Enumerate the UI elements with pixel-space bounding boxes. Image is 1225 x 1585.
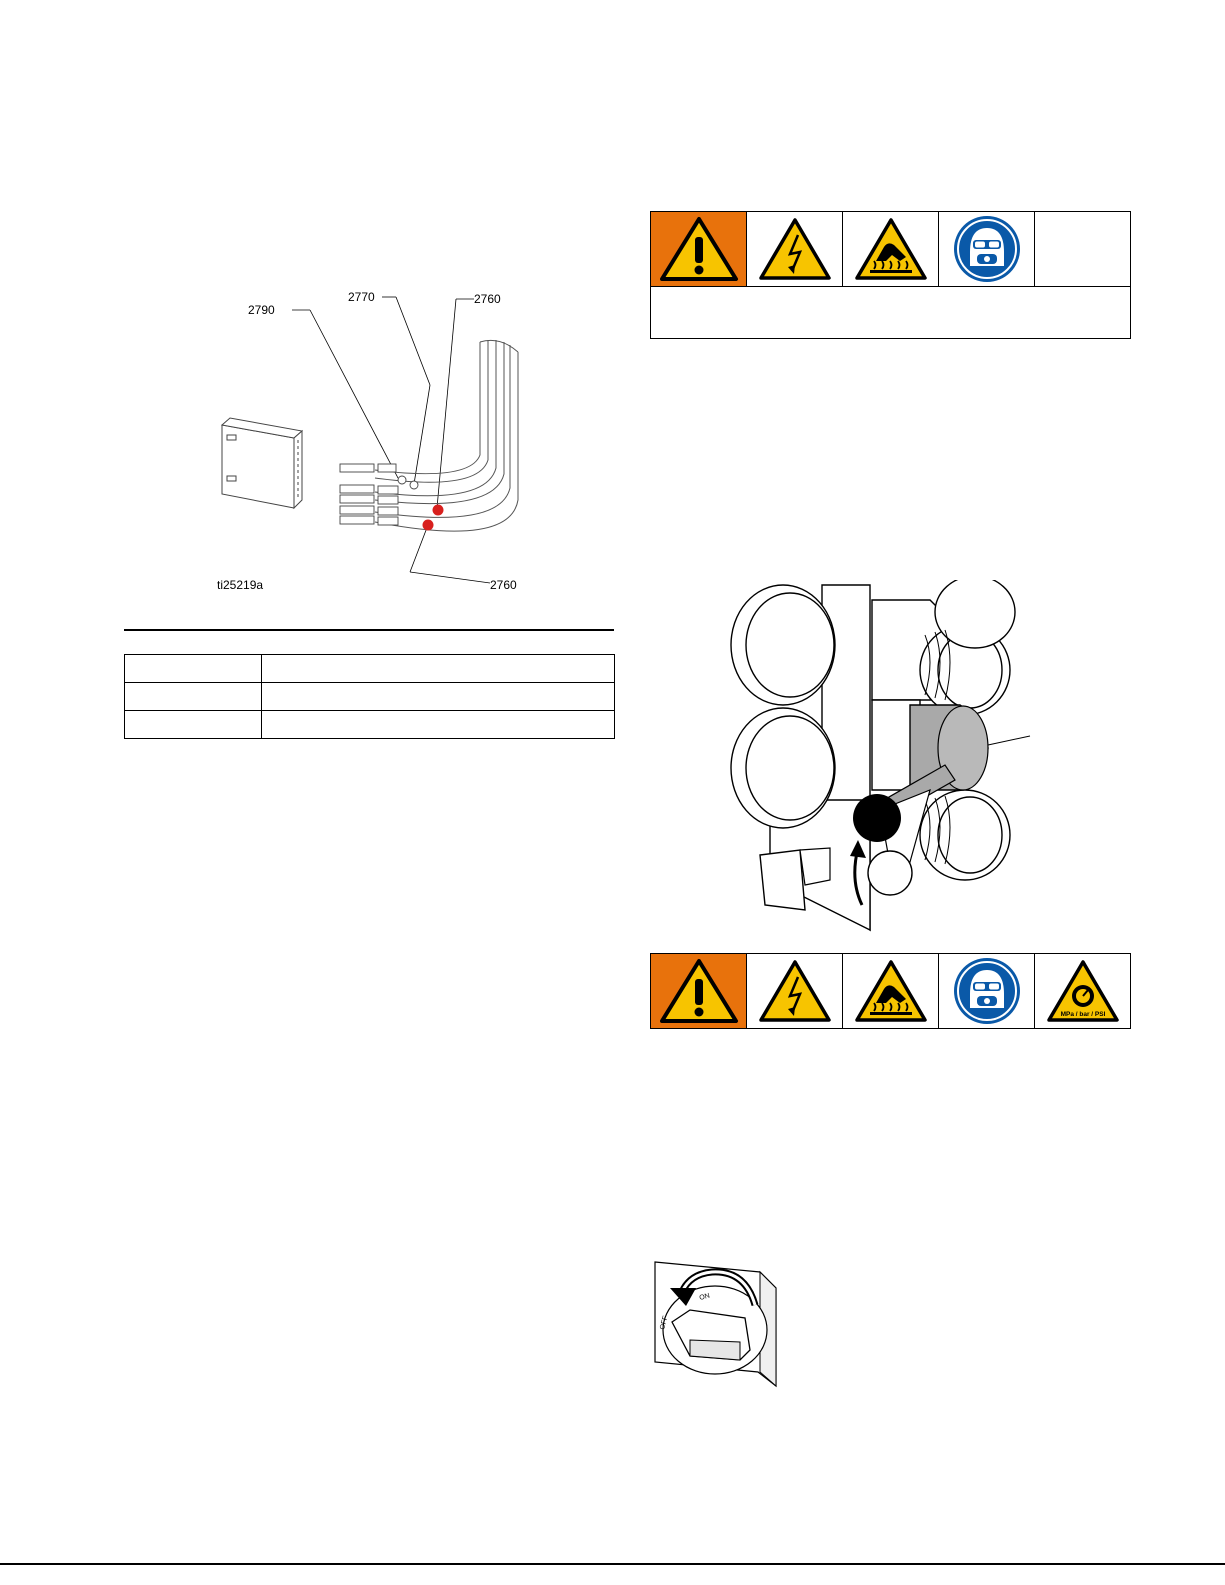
callout-marker — [423, 520, 434, 531]
hot-surface-icon — [854, 217, 928, 281]
warning-cell — [747, 212, 843, 286]
protective-equipment-icon — [952, 214, 1022, 284]
warning-panel-bottom — [650, 953, 1131, 1029]
figure-id: ti25219a — [217, 578, 264, 592]
warning-cell-empty — [1035, 212, 1130, 286]
table-cell — [125, 655, 262, 683]
warning-panel-top — [650, 211, 1131, 339]
electric-shock-icon — [758, 959, 832, 1023]
valve-knob — [853, 794, 901, 842]
warning-cell — [747, 954, 843, 1028]
manifold-valve-figure — [720, 580, 1040, 932]
hot-surface-icon — [854, 959, 928, 1023]
warning-cell — [1035, 954, 1130, 1028]
dial-label-off: OFF — [659, 1315, 670, 1331]
warning-cell — [939, 954, 1035, 1028]
table-row — [125, 655, 615, 683]
table-cell — [262, 655, 615, 683]
pressure-units-label: MPa / bar / PSI — [1060, 1011, 1105, 1018]
table-cell — [262, 711, 615, 739]
footer-rule — [0, 1563, 1225, 1565]
warning-cell — [651, 212, 747, 286]
warning-cell — [939, 212, 1035, 286]
table-cell — [125, 711, 262, 739]
reference-table — [124, 654, 615, 739]
warning-cell — [843, 954, 939, 1028]
table-cell — [125, 683, 262, 711]
callout-label: 2770 — [348, 290, 375, 304]
callout-label: 2790 — [248, 303, 275, 317]
table-row — [125, 683, 615, 711]
rotary-switch-figure — [650, 1250, 785, 1390]
warning-message — [651, 286, 1130, 338]
connector-housing — [222, 418, 302, 508]
dial-label-on: ON — [698, 1292, 711, 1302]
section-divider — [124, 629, 614, 631]
general-warning-icon — [659, 958, 739, 1024]
callout-label: 2760 — [474, 292, 501, 306]
wiring-connector-figure — [200, 280, 540, 610]
callout-label: 2760 — [490, 578, 517, 592]
warning-cell — [651, 954, 747, 1028]
warning-cell — [843, 212, 939, 286]
table-cell — [262, 683, 615, 711]
electric-shock-icon — [758, 217, 832, 281]
table-row — [125, 711, 615, 739]
callout-marker — [433, 505, 444, 516]
protective-equipment-icon — [952, 956, 1022, 1026]
pressure-relief-icon — [1046, 959, 1120, 1023]
general-warning-icon — [659, 216, 739, 282]
